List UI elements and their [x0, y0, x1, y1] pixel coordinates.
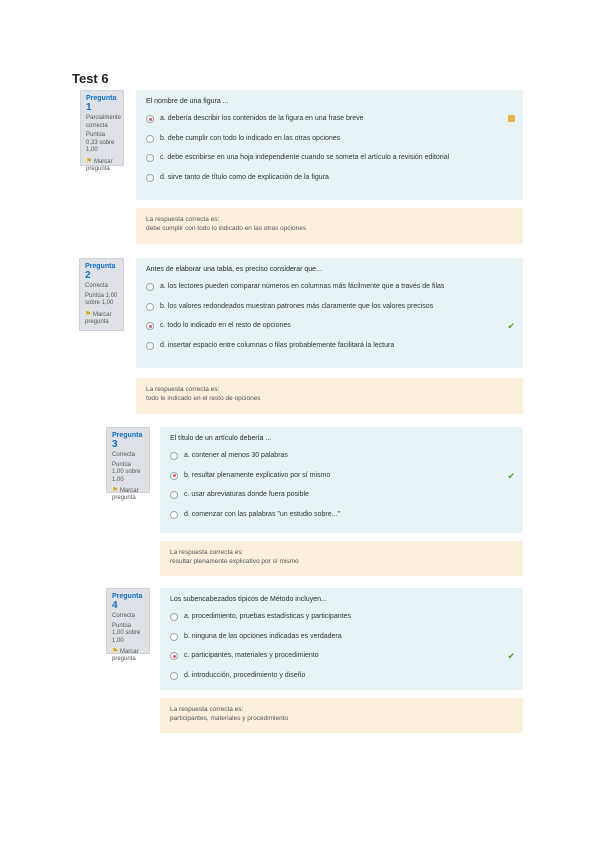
correct-check-icon: ✔ [507, 651, 515, 661]
page-title: Test 6 [72, 71, 109, 86]
answer-option[interactable] [170, 670, 513, 690]
question-score: Puntúa 0,33 sobre 1,00 [86, 132, 115, 153]
question-content-3 [160, 427, 523, 533]
option-letter: a. [184, 452, 190, 459]
question-content-1 [136, 90, 523, 200]
option-text: contener al menos 30 palabras [191, 452, 288, 459]
feedback-label: La respuesta correcta es: [146, 216, 220, 223]
flag-question-link[interactable]: ⚑ Marcar pregunta [85, 310, 112, 325]
radio-button[interactable] [146, 283, 154, 291]
feedback-box-1 [136, 208, 523, 244]
answer-option[interactable] [170, 650, 513, 670]
option-text: usar abreviaturas donde fuera posible [191, 491, 309, 498]
question-status: Correcta [112, 613, 136, 619]
option-text: resultar plenamente explicativo por sí mismo [191, 471, 331, 479]
radio-button[interactable] [146, 135, 154, 143]
option-text: participantes, materiales y procedimiento [191, 652, 319, 659]
option-letter: b. [160, 134, 166, 142]
question-score: Puntúa 1,00 sobre 1,00 [112, 622, 141, 644]
question-content-4 [160, 588, 523, 690]
radio-button[interactable] [170, 672, 178, 680]
option-text: sirve tanto de título como de explicación de la figura [167, 173, 329, 181]
answer-option[interactable] [170, 470, 513, 490]
question-number: Pregunta 1 [86, 95, 117, 113]
flag-icon: ⚑ [112, 487, 119, 494]
option-letter: d. [160, 173, 166, 181]
option-letter: c. [184, 491, 190, 498]
option-letter: d. [184, 671, 190, 679]
option-letter: a. [160, 283, 166, 290]
radio-button[interactable] [146, 303, 154, 311]
answer-option[interactable] [146, 301, 513, 321]
question-number: Pregunta 2 [85, 263, 116, 281]
question-score: Puntúa 1,00 sobre 1,00 [85, 292, 118, 306]
question-text: El título de un artículo debería ... [170, 435, 272, 442]
answer-option[interactable] [146, 281, 513, 301]
feedback-answer: participantes, materiales y procedimiento [170, 715, 289, 722]
flag-icon: ⚑ [112, 648, 119, 655]
answer-option[interactable] [170, 631, 513, 651]
option-text: debe escribirse en una hoja independiente cuando se someta el artículo a revisión editorial [167, 154, 450, 161]
radio-button[interactable] [170, 613, 178, 621]
question-status: Parcialmente correcta [86, 115, 122, 129]
option-text: procedimiento, pruebas estadísticas y participantes [191, 613, 351, 620]
question-number: Pregunta 3 [112, 432, 143, 450]
feedback-box-3 [160, 541, 523, 576]
question-number: Pregunta 4 [112, 593, 143, 611]
option-text: insertar espacio entre columnas o filas probablemente facilitará la lectura [167, 341, 395, 349]
question-score: Puntúa 1,00 sobre 1,00 [112, 461, 141, 483]
answer-option[interactable] [146, 172, 513, 192]
radio-button[interactable] [146, 342, 154, 350]
answer-option[interactable] [146, 133, 513, 153]
answer-option[interactable] [146, 113, 513, 133]
option-letter: a. [184, 613, 190, 620]
radio-button[interactable] [170, 452, 178, 460]
option-text: los valores redondeados muestran patrones más claramente que los valores precisos [167, 302, 434, 310]
correct-check-icon: ✔ [507, 470, 515, 481]
answer-option[interactable] [170, 450, 513, 470]
feedback-label: La respuesta correcta es: [170, 706, 244, 713]
option-letter: b. [184, 471, 190, 479]
correct-check-icon: ✔ [507, 321, 515, 331]
feedback-answer: debe cumplir con todo lo indicado en las otras opciones [146, 225, 307, 232]
option-text: comenzar con las palabras "un estudio sobre..." [191, 510, 340, 518]
flag-icon: ⚑ [85, 310, 92, 318]
option-text: debería describir los contenidos de la figura en una frase breve [167, 115, 364, 122]
option-letter: a. [160, 115, 166, 122]
option-letter: d. [184, 510, 190, 518]
option-letter: c. [184, 652, 190, 659]
question-content-2 [136, 258, 523, 368]
answer-option[interactable] [170, 611, 513, 631]
option-letter: d. [160, 341, 166, 349]
answer-option[interactable] [146, 320, 513, 340]
feedback-answer: todo lo indicado en el resto de opciones [146, 395, 261, 402]
question-text: Los subencabezados típicos de Método incluyen... [170, 596, 327, 603]
flag-icon: ⚑ [86, 157, 93, 165]
radio-button[interactable] [146, 115, 154, 123]
partial-mark-icon [508, 115, 515, 122]
feedback-answer: resultar plenamente explicativo por sí mismo [170, 558, 299, 565]
radio-button[interactable] [170, 652, 178, 660]
question-info-3 [106, 427, 150, 501]
question-info-4 [106, 588, 150, 662]
feedback-label: La respuesta correcta es: [146, 386, 220, 393]
question-info-2 [79, 258, 124, 331]
radio-button[interactable] [170, 472, 178, 480]
radio-button[interactable] [146, 174, 154, 182]
option-letter: c. [160, 322, 166, 329]
answer-option[interactable] [146, 340, 513, 360]
option-text: debe cumplir con todo lo indicado en las otras opciones [167, 134, 341, 142]
option-letter: c. [160, 154, 166, 161]
question-info-1 [80, 90, 124, 172]
answer-option[interactable] [170, 489, 513, 509]
flag-question-link[interactable]: ⚑ Marcar pregunta [112, 487, 139, 501]
radio-button[interactable] [170, 633, 178, 641]
radio-button[interactable] [146, 322, 154, 330]
option-letter: b. [160, 302, 166, 310]
question-status: Correcta [85, 283, 109, 289]
answer-option[interactable] [146, 152, 513, 172]
option-text: los lectores pueden comparar números en columnas más fácilmente que a través de filas [167, 283, 445, 290]
question-text: El nombre de una figura ... [146, 98, 229, 105]
flag-question-link[interactable]: ⚑ Marcar pregunta [112, 648, 139, 662]
option-letter: b. [184, 632, 190, 640]
option-text: todo lo indicado en el resto de opciones [167, 322, 291, 329]
radio-button[interactable] [146, 154, 154, 162]
option-text: ninguna de las opciones indicadas es verdadera [191, 632, 342, 640]
radio-button[interactable] [170, 491, 178, 499]
question-status: Correcta [112, 452, 136, 458]
feedback-box-4 [160, 698, 523, 733]
flag-question-link[interactable]: ⚑ Marcar pregunta [86, 157, 113, 172]
feedback-label: La respuesta correcta es: [170, 549, 244, 556]
option-text: introducción, procedimiento y diseño [191, 671, 306, 679]
answer-option[interactable] [170, 509, 513, 529]
question-text: Antes de elaborar una tabla, es preciso considerar que... [146, 266, 322, 273]
feedback-box-2 [136, 378, 523, 414]
radio-button[interactable] [170, 511, 178, 519]
